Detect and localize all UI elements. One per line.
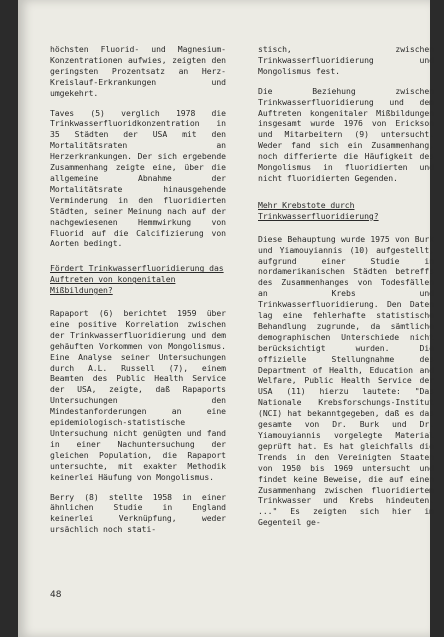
paragraph: Berry (8) stellte 1958 in einer ähnlichen Studie in England keinerlei Verknüpfung, weder ursächlich noch stati-	[50, 491, 226, 535]
document-page	[18, 0, 434, 637]
paragraph: Die Beziehung zwischen Trinkwasserfluoridierung und dem Auftreten kongenitaler Mißbildungen insgesamt wurde 1976 von Erickson und Mitarbeitern (9) untersucht. Weder fand sich ein Zusammenhang, noch differierte die Häufigkeit des Mongolismus in fluoridierten und nicht fluoridierten Gegenden.	[258, 85, 434, 183]
paragraph: höchsten Fluorid- und Magnesium-Konzentrationen aufwies, zeigten den geringsten Prozentsatz an Herz-Kreislauf-Erkrankungen und umgekehrt.	[50, 44, 226, 98]
left-column	[50, 44, 226, 544]
right-column	[258, 44, 434, 537]
paragraph: Diese Behauptung wurde 1975 von Burk und Yiamouyiannis (10) aufgestellt, aufgrund einer Studie in nordamerikanischen Städten betreffs des Zusammenhanges von Todesfällen an Krebs und Trinkwasserfluoridierung. Den Daten lag eine fehlerhafte statistische Behandlung zugrunde, da sämtliche demographischen Unterschiede nicht berücksichtigt wurden. Die offizielle Stellungnahme des Department of Health, Education and Welfare, Public Health Service der USA (11) hierzu lautete: "Das Nationale Krebsforschungs-Institut (NCI) hat bekanntgegeben, daß es das gesamte von Dr. Burk und Dr. Yiamouyiannis vorgelegte Material geprüft hat. Es hat gleichfalls die Trends in den Vereinigten Staaten von 1950 bis 1969 untersucht und findet keine Beweise, die auf einen Zusammenhang zwischen fluoridiertem Trinkwasser und Krebs hindeuten. ..." Es zeigten sich hier im Gegenteil ge-	[258, 233, 434, 528]
paragraph: stisch, zwischen Trinkwasserfluoridierung und Mongolismus fest.	[258, 44, 434, 76]
page-number: 48	[50, 590, 62, 600]
section-heading: Mehr Krebstote durch Trinkwasserfluoridierung?	[258, 199, 379, 221]
paragraph: Taves (5) verglich 1978 die Trinkwasserfluoridkonzentration in 35 Städten der USA mit den Mortalitätsraten an Herzerkrankungen. Der sich ergebende Zusammenhang zeigte eine, über die allgemeine Abnahme der Mortalitätsrate hinausgehende Verminderung in den fluoridierten Städten, seiner Meinung nach auf der nachgewiesenen Hemmwirkung von Fluorid auf die Calcifizierung von Aorten bedingt.	[50, 107, 226, 249]
section-heading: Fördert Trinkwasserfluoridierung das Auftreten von kongenitalen Mißbildungen?	[50, 263, 224, 296]
paragraph: Rapaport (6) berichtet 1959 über eine positive Korrelation zwischen der Trinkwasserfluoridierung und dem gehäuften Vorkommen von Mongolismus. Eine Analyse seiner Untersuchungen durch A.L. Russell (7), einem Beamten des Public Health Service der USA, zeigte, daß Rapaports Untersuchungen den Mindestanforderungen an eine epidemiologisch-statistische Untersuchung nicht genügten und fand in einer Nachuntersuchung der gleichen Population, die Rapaport untersuchte, mit exakter Methodik keinerlei Häufung von Mongolismus.	[50, 308, 226, 482]
